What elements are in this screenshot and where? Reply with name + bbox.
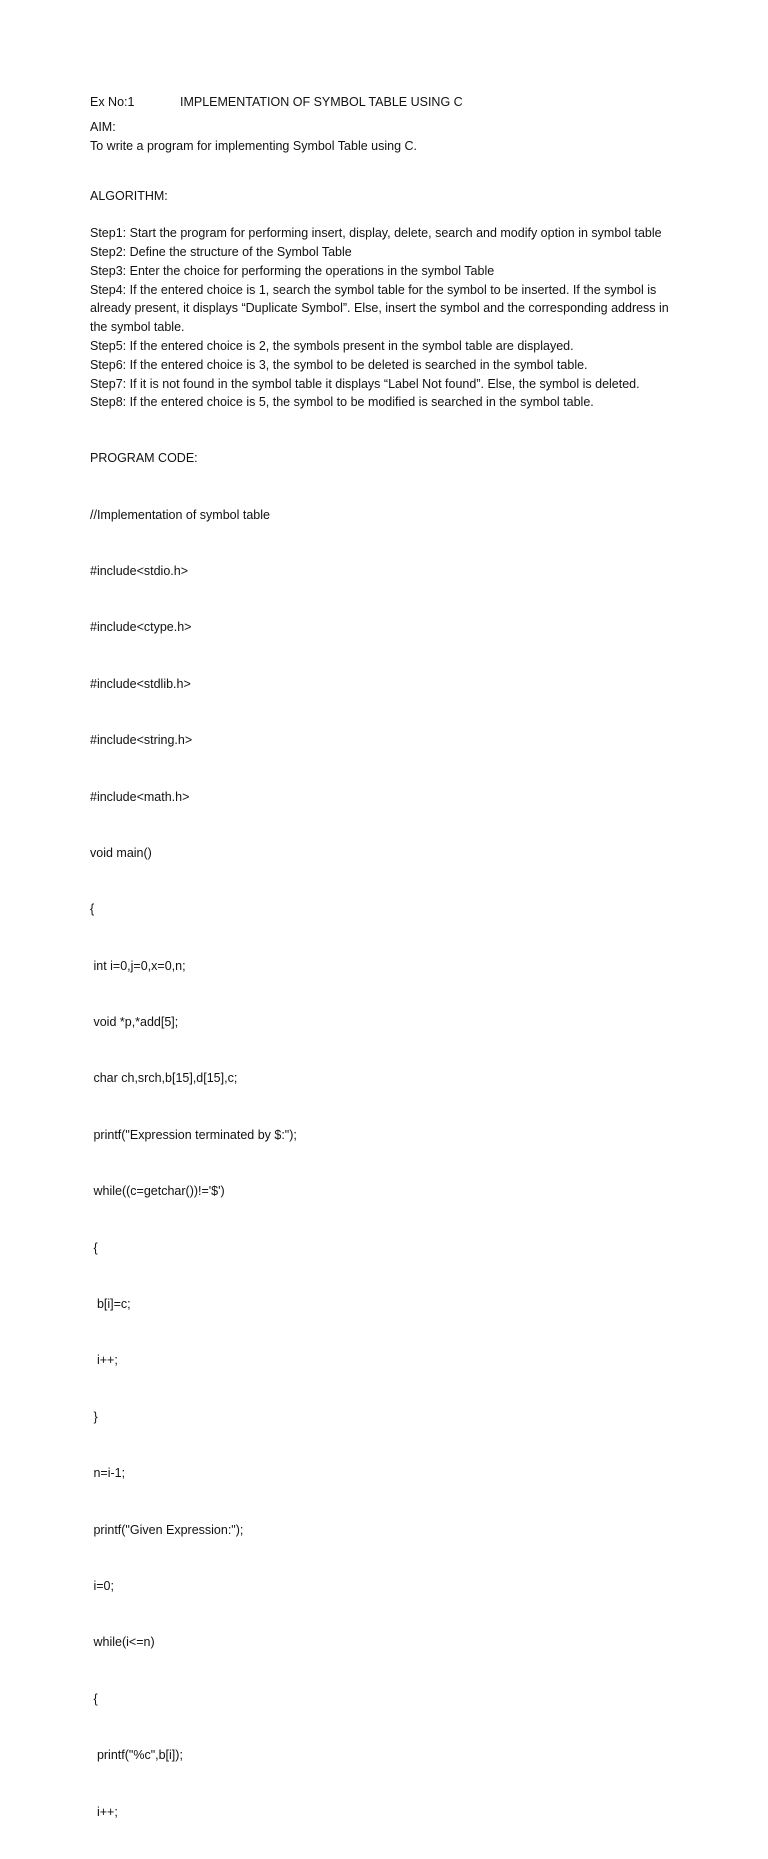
algorithm-step: Step2: Define the structure of the Symbol Table — [90, 244, 352, 259]
algorithm-step: Step1: Start the program for performing insert, display, delete, search and modify option in symbol table — [90, 226, 662, 241]
code-line: i++; — [90, 1804, 118, 1819]
code-line: printf("%c",b[i]); — [90, 1748, 183, 1763]
code-line: while((c=getchar())!='$') — [90, 1184, 225, 1199]
aim-text: To write a program for implementing Symbol Table using C. — [90, 138, 417, 153]
code-line: b[i]=c; — [90, 1297, 131, 1312]
algorithm-step: Step4: If the entered choice is 1, search the symbol table for the symbol to be inserted. If the symbol is already present, it displays “Duplicate Symbol”. Else, insert the symbol and the corresponding address in the symbol table. — [90, 282, 669, 335]
code-line: n=i-1; — [90, 1466, 126, 1481]
code-line: { — [90, 1691, 98, 1706]
algorithm-step: Step7: If it is not found in the symbol table it displays “Label Not found”. Else, the symbol is deleted. — [90, 376, 640, 391]
program-code-label: PROGRAM CODE: — [90, 451, 198, 466]
algorithm-steps — [90, 224, 710, 412]
spacer — [90, 155, 710, 187]
algorithm-step: Step8: If the entered choice is 5, the symbol to be modified is searched in the symbol table. — [90, 395, 594, 410]
code-line: #include<string.h> — [90, 733, 193, 748]
spacer — [90, 412, 710, 449]
code-line: #include<stdlib.h> — [90, 676, 191, 691]
code-line: //Implementation of symbol table — [90, 507, 270, 522]
document-content — [90, 93, 710, 1859]
code-line: { — [90, 902, 95, 917]
code-line: i++; — [90, 1353, 118, 1368]
header-row — [90, 93, 710, 112]
code-line: printf("Expression terminated by $:"); — [90, 1127, 297, 1142]
code-line: i=0; — [90, 1578, 114, 1593]
spacer — [90, 210, 710, 224]
code-line: #include<stdio.h> — [90, 563, 188, 578]
code-line: void *p,*add[5]; — [90, 1015, 179, 1030]
code-line: #include<math.h> — [90, 789, 190, 804]
document-title: IMPLEMENTATION OF SYMBOL TABLE USING C — [180, 95, 463, 109]
code-line: while(i<=n) — [90, 1635, 155, 1650]
code-line: int i=0,j=0,x=0,n; — [90, 958, 186, 973]
code-line: { — [90, 1240, 98, 1255]
code-line: printf("Given Expression:"); — [90, 1522, 244, 1537]
code-line: void main() — [90, 845, 152, 860]
algorithm-step: Step3: Enter the choice for performing the operations in the symbol Table — [90, 263, 495, 278]
algorithm-step: Step6: If the entered choice is 3, the symbol to be deleted is searched in the symbol table. — [90, 357, 588, 372]
exercise-number: Ex No:1 — [90, 95, 135, 109]
program-code-block — [90, 468, 710, 1859]
code-line: char ch,srch,b[15],d[15],c; — [90, 1071, 238, 1086]
code-line: #include<ctype.h> — [90, 620, 192, 635]
code-line: } — [90, 1409, 98, 1424]
aim-label: AIM: — [90, 119, 116, 134]
algorithm-step: Step5: If the entered choice is 2, the symbols present in the symbol table are displayed. — [90, 338, 574, 353]
algorithm-label: ALGORITHM: — [90, 189, 168, 204]
